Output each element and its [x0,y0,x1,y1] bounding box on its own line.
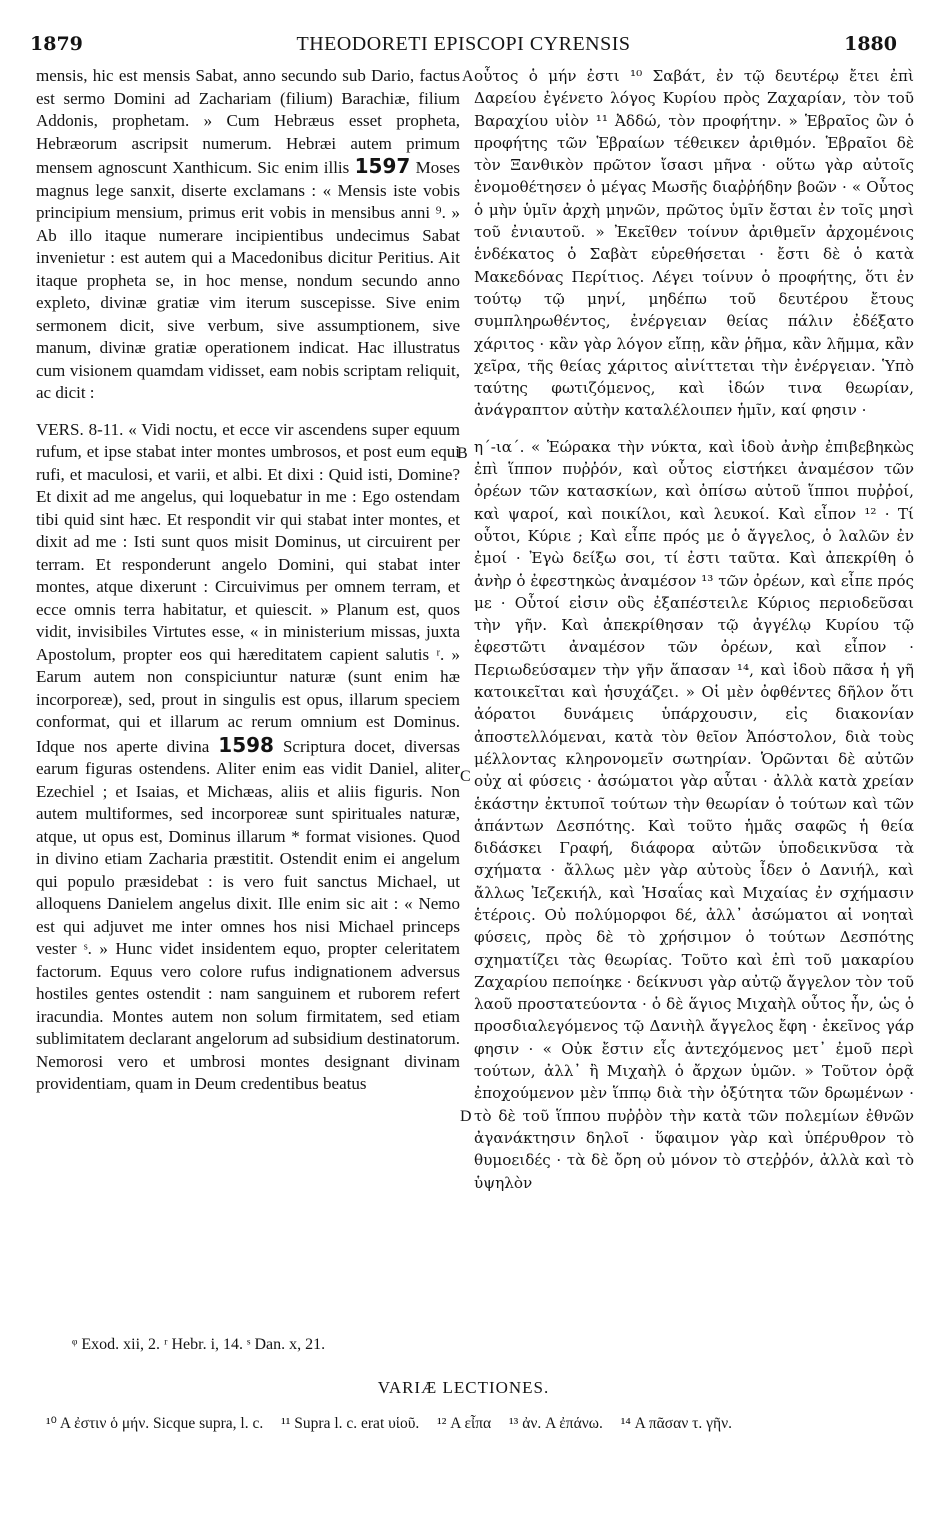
section-marker-b: B [457,445,468,462]
latin-text: VERS. 8-11. « Vidi noctu, et ecce vir ascendens super equum rufum, et ipse stabat inter montes umbrosos, et post eum equi rufi, et maculosi, et varii, et albi. Et dixi : Quid isti, Domine? Et dixit ad me angelus, qui loquebatur in me : Ego ostendam tibi quid sint hæc. Et respondit vir qui stabat inter montes, et dixit ad me : Isti sunt quos misit Dominus, ut circuirent per terram. Et responderunt angelo Domini, qui stabat inter montes, atque dixerunt : Circuivimus per omnem terram, et ecce omnis terra habitatur, et quiescit. » Planum est, quos vidit, invisibiles Virtutes esse, « in ministerium missas, juxta Apostolum, propter eos qui hæreditatem capient salutis ʳ. » Earum autem non conspiciuntur naturæ (sunt enim hæ incorporeæ), sed, prout in singulis est opus, illarum speciem conformat, qui et illarum ac rerum omnium est Dominus. Idque nos aperte divina [36,419,460,756]
running-title: THEODORETI EPISCOPI CYRENSIS [296,33,631,55]
latin-paragraph-1 [36,65,460,405]
latin-text: mensis, hic est mensis Sabat, anno secundo sub Dario, factus est sermo Domini ad Zachariam (filium) Barachiæ, filium Addonis, prophetam. » Cum Hebræus esset propheta, Hebræorum ascripsit numerum. Hebræi autem primum mensem agnoscunt Xanthicum. Sic enim illis [36,66,460,177]
greek-column [474,65,914,1330]
section-marker-a: A [462,68,474,85]
column-number: 1598 [218,732,274,757]
variae-lectiones [46,1412,899,1436]
variant-13: ¹³ ἀν. A ἐπάνω. [509,1415,603,1432]
page-number-left: 1879 [30,33,83,55]
column-number: 1597 [354,154,411,178]
variant-11: ¹¹ Supra l. c. erat υἱοῦ. [281,1415,420,1432]
latin-text: Moses magnus lege sanxit, diserte exclamans : « Mensis iste vobis principium mensium, primus erit vobis in mensibus anni ⁹. » Ab illo itaque numerare incipientibus undecimus Sabat invenietur : est autem qui a Macedonibus dicitur Peritius. Ait itaque propheta se, in hoc mense, nondum secundo anno expleto, divinæ gratiæ vim iterum suscepisse. Sive enim sermonem dicit, sive verbum, sive assumptionem, sive manum, divinæ gratiæ operationem indicat. Hac illustratus cum visionem quamdam vidisset, eam nobis scriptam reliquit, ac dicit : [36,158,460,402]
latin-text: Scriptura docet, diversas earum figuras ostendens. Aliter enim eas vidit Daniel, aliter Ezechiel ; et Isaias, et Michæas, aliis et aliis figuris. Non autem multiformes, sed incorporeæ sunt spirituales naturæ, atque, ut opus est, Dominus illarum * format visiones. Quod in divino etiam Zacharia præstitit. Ostendit enim ei angelum qui populo præsidebat : is vero fuit sanctus Michael, ut alloquens Danielem angelus dixit. Ille enim sic ait : « Nemo est qui adjuvet me inter omnes hos nisi Michael princeps vester ˢ. » Hunc videt insidentem equo, propter celeritatem factorum. Equus vero colore rufus indignationem adversus hostiles gentes ostendit : nam sanguinem et ruborem refert iracundia. Montes autem non solum firmitatem, sed etiam sublimitatem declarant angelorum ad subsidium destinatorum. Nemorosi vero et umbrosi montes designant divinam providentiam, quam in Deum credentibus beatus [36,736,460,1093]
latin-column [36,65,460,1330]
page-header [30,33,897,61]
footnotes: ᵠ Exod. xii, 2. ʳ Hebr. i, 14. ˢ Dan. x, 21. [72,1336,326,1353]
section-marker-c: C [460,768,471,785]
page-number-right: 1880 [844,33,897,55]
variant-14: ¹⁴ A πᾶσαν τ. γῆν. [620,1415,732,1432]
latin-paragraph-2 [36,419,460,1096]
greek-paragraph-2: η΄-ια΄. « Ἑώρακα τὴν νύκτα, καὶ ἰδοὺ ἀνὴρ ἐπιβεβηκὼς ἐπὶ ἵππον πυῤῥόν, καὶ οὗτος εἱστήκει ἀναμέσον τῶν ὀρέων τῶν κατασκίων, καὶ ὀπίσω αὐτοῦ ἵπποι πυῤῥοί, καὶ ψαροί, καὶ ποικίλοι, καὶ λευκοί. Καὶ εἶπον ¹² · Τί οὗτοι, Κύριε ; Καὶ εἶπε πρός με ὁ ἄγγελος, ὁ λαλῶν ἐν ἐμοί · Ἐγὼ δείξω σοι, τί ἐστι ταῦτα. Καὶ ἀπεκρίθη ὁ ἀνὴρ ὁ ἐφεστηκὼς ἀναμέσον ¹³ τῶν ὀρέων, καὶ εἶπε πρός με · Οὗτοί εἰσιν οὓς ἐξαπέστειλε Κύριος περιοδεῦσαι τὴν γῆν. Καὶ ἀπεκρίθησαν τῷ ἀγγέλῳ Κυρίου τῷ ἐφεστῶτι ἀναμέσον τῶν ὀρέων, καὶ εἶπον · Περιωδεύσαμεν τὴν γῆν ἅπασαν ¹⁴, καὶ ἰδοὺ πᾶσα ἡ γῆ κατοικεῖται καὶ ἡσυχάζει. » Οἱ μὲν ὀφθέντες δῆλον ὅτι ἀόρατοι δυνάμεις ὑπάρχουσιν, εἰς διακονίαν ἀποστελλόμεναι, κατὰ τὸν θεῖον Ἀπόστολον, διὰ τοὺς μέλλοντας κληρονομεῖν σωτηρίαν. Ὁρῶνται δὲ αὐτῶν οὐχ αἱ φύσεις · ἀσώματοι γὰρ αὗται · ἀλλὰ κατὰ χρείαν ἑκάστην ἐκτυποῖ τούτων τὴν θεωρίαν ὁ τούτων καὶ τῶν ἁπάντων Δεσπότης. Καὶ τοῦτο ἡμᾶς σαφῶς ἡ θεία διδάσκει Γραφή, διάφορα αὐτῶν ὑποδεικνῦσα τὰ σχήματα · ἄλλως μὲν γὰρ αὐτοὺς ἶδεν ὁ Δανιήλ, καὶ ἄλλως Ἰεζεκιήλ, καὶ Ἡσαΐας καὶ Μιχαίας ἐν σχήμασιν ἑτέροις. Οὐ πολύμορφοι δέ, ἀλλ᾽ ἀσώματοι αἱ νοηταὶ φύσεις, πρὸς δὲ τὸ χρήσιμον ὁ τούτων Δεσπότης σχηματίζει τὰς θεωρίας. Τοῦτο καὶ ἐπὶ τοῦ μακαρίου Ζαχαρίου πεποίηκε · δείκνυσι γὰρ αὐτῷ ἄγγελον τὸν τοῦ λαοῦ προστατεύοντα · ὁ δὲ ἅγιος Μιχαὴλ οὗτος ἦν, ὡς ὁ προσδιαλεγόμενος τῷ Δανιὴλ ἄγγελος ἔφη · ἐκεῖνος γάρ φησιν · « Οὐκ ἔστιν εἷς ἀντεχόμενος μετ᾽ ἐμοῦ περὶ τούτων, ἀλλ᾽ ἢ Μιχαὴλ ὁ ἄρχων ὑμῶν. » Τοῦτον ὁρᾷ ἐποχούμενον μὲν ἵππῳ διὰ τὴν ὀξύτητα τῶν δρωμένων · τὸ δὲ τοῦ ἵππου πυῤῥὸν τὴν κατὰ τῶν πολεμίων ἐθνῶν ἀγανάκτησιν δηλοῖ · ὕφαιμον γὰρ καὶ ὑπέρυθρον τὸ θυμοειδές · τὰ δὲ ὄρη οὐ μόνον τὸ στεῤῥόν, ἀλλὰ καὶ τὸ ὑψηλὸν [474,437,914,1192]
variae-heading: VARIÆ LECTIONES. [377,1378,550,1397]
greek-paragraph-1: οὗτος ὁ μήν ἐστι ¹⁰ Σαβάτ, ἐν τῷ δευτέρῳ ἔτει ἐπὶ Δαρείου ἐγένετο λόγος Κυρίου πρὸς Ζαχαρίαν, τὸν τοῦ Βαραχίου υἱὸν ¹¹ Ἀδδώ, τὸν προφήτην. » Ἑβραῖος ὢν ὁ προφήτης τῶν Ἑβραίων τέθεικεν ἀριθμόν. Ἑβραῖοι δὲ τὸν Ξανθικὸν πρῶτον ἴσασι μῆνα · οὕτω γὰρ αὐτοῖς ἐνομοθέτησεν ὁ μέγας Μωσῆς διαῤῥήδην βοῶν · « Οὗτος ὁ μὴν ὑμῖν ἀρχὴ μηνῶν, πρῶτος ὑμῖν ἔσται ἐν τοῖς μησὶ τοῦ ἐνιαυτοῦ. » Ἐκεῖθεν τοίνυν ἀριθμεῖν ἀρχομένοις ἑνδέκατος ὁ Σαβὰτ εὑρεθήσεται · ἔστι δὲ ὁ κατὰ Μακεδόνας Περίτιος. Λέγει τοίνυν ὁ προφήτης, ὅτι ἐν τούτῳ τῷ μηνί, μηδέπω τοῦ δευτέρου ἔτους συμπληρωθέντος, ἐνέργειαν θείας πάλιν ἐδέξατο χάριτος · κἂν γὰρ λόγον εἴπῃ, κἂν ῥῆμα, κἂν λῆμμα, κἂν χεῖρα, τῆς θείας χάριτος αἰνίττεται τὴν ἐνέργειαν. Ὑπὸ ταύτης φωτιζόμενος, καὶ ἰδών τινα θεωρίαν, ἀνάγραπτον αὐτὴν καταλέλοιπεν ἡμῖν, καί φησιν · [474,67,914,420]
variant-10: ¹⁰ A ἐστιν ὁ μήν. Sicque supra, l. c. [46,1415,264,1432]
section-marker-d: D [460,1108,472,1125]
variant-12: ¹² A εἶπα [437,1415,492,1432]
